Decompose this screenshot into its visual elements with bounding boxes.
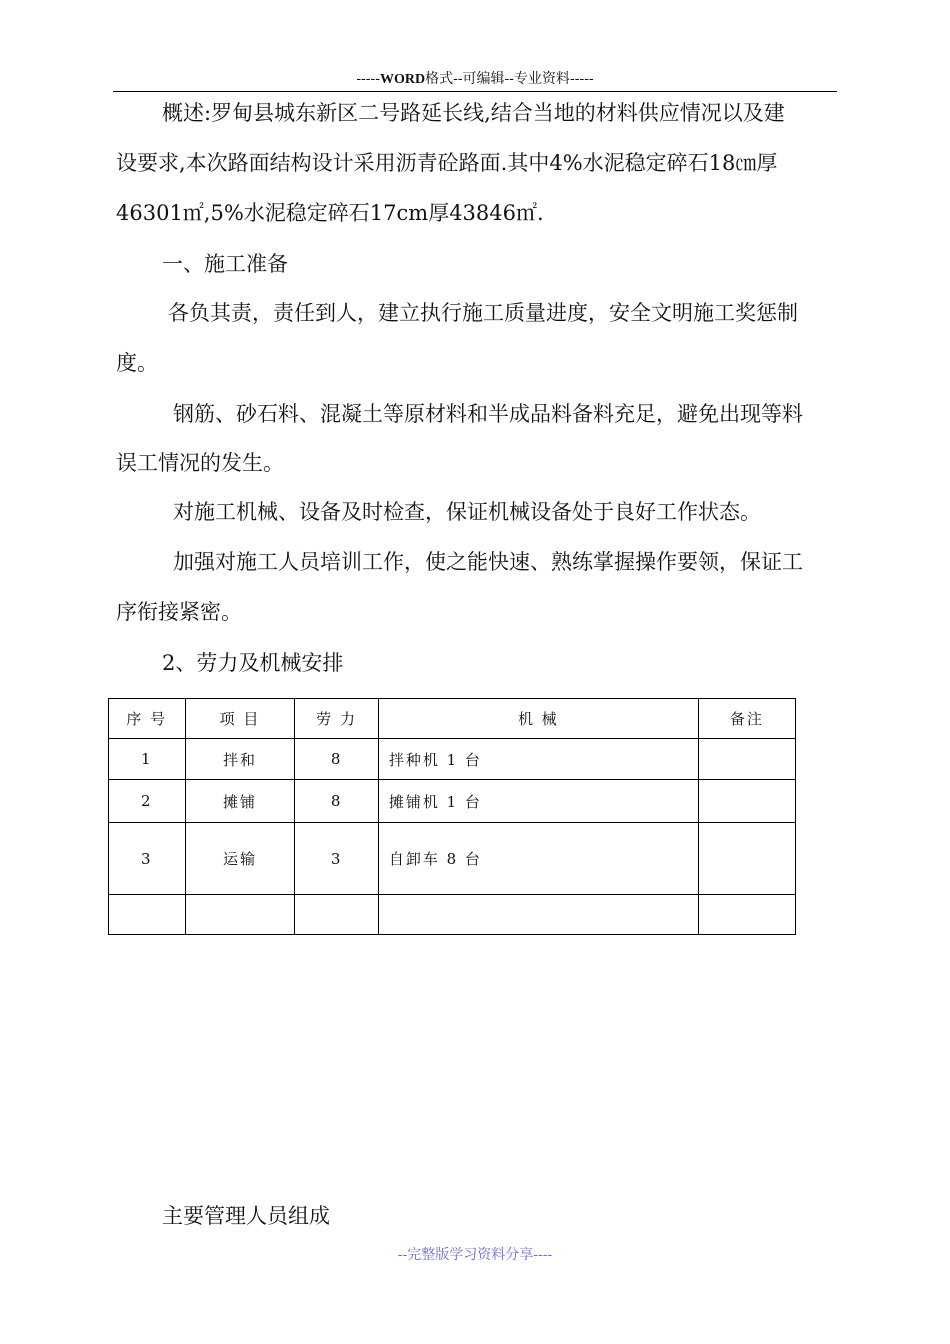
paragraph-2-line-2: 误工情况的发生。 [116,451,284,475]
cell-seq: 3 [109,823,186,895]
cell-item: 摊铺 [185,780,295,823]
table-row [109,895,796,935]
table-row [109,739,796,780]
paragraph-1-line-2: 度。 [116,351,158,375]
header-prefix: ----- [356,71,380,87]
cell-seq [109,895,186,935]
section-title-management: 主要管理人员组成 [162,1204,330,1228]
cell-seq: 2 [109,780,186,823]
cell-machine: 自卸车 8 台 [378,823,698,895]
table-row [109,823,796,895]
cell-note [698,780,795,823]
table-row [109,780,796,823]
section-title-labor-machinery: 2、劳力及机械安排 [162,651,344,675]
header-machine: 机 械 [378,699,698,739]
paragraph-1-line-1: 各负其责，责任到人，建立执行施工质量进度，安全文明施工奖惩制 [168,301,798,325]
paragraph-3-line-1: 对施工机械、设备及时检查，保证机械设备处于良好工作状态。 [173,500,761,524]
cell-labor: 8 [295,739,378,780]
cell-labor [295,895,378,935]
cell-note [698,823,795,895]
overview-line-2: 设要求,本次路面结构设计采用沥青砼路面.其中4%水泥稳定碎石18㎝厚 [116,151,778,175]
cell-labor: 8 [295,780,378,823]
cell-labor: 3 [295,823,378,895]
cell-item: 拌和 [185,739,295,780]
header-note: 备注 [698,699,795,739]
table-header-row [109,699,796,739]
paragraph-4-line-2: 序衔接紧密。 [116,600,242,624]
cell-item: 运输 [185,823,295,895]
page-footer: --完整版学习资料分享---- [397,1247,553,1263]
overview-line-1: 概述:罗甸县城东新区二号路延长线,结合当地的材料供应情况以及建 [162,101,785,125]
labor-machinery-table [108,698,796,935]
paragraph-4-line-1: 加强对施工人员培训工作，使之能快速、熟练掌握操作要领，保证工 [173,550,803,574]
cell-note [698,739,795,780]
cell-seq: 1 [109,739,186,780]
header-word: WORD [379,72,426,87]
cell-machine: 拌种机 1 台 [378,739,698,780]
cell-item [185,895,295,935]
header-seq: 序 号 [109,699,186,739]
cell-machine [378,895,698,935]
paragraph-2-line-1: 钢筋、砂石料、混凝土等原材料和半成品料备料充足，避免出现等料 [173,402,803,426]
section-title-preparation: 一、施工准备 [162,252,288,276]
cell-machine: 摊铺机 1 台 [378,780,698,823]
header-suffix: 格式--可编辑--专业资料----- [425,71,594,87]
header-item: 项 目 [185,699,295,739]
cell-note [698,895,795,935]
page-header [113,70,837,92]
header-labor: 劳 力 [295,699,378,739]
overview-line-3: 46301㎡,5%水泥稳定碎石17cm厚43846㎡. [116,201,544,225]
